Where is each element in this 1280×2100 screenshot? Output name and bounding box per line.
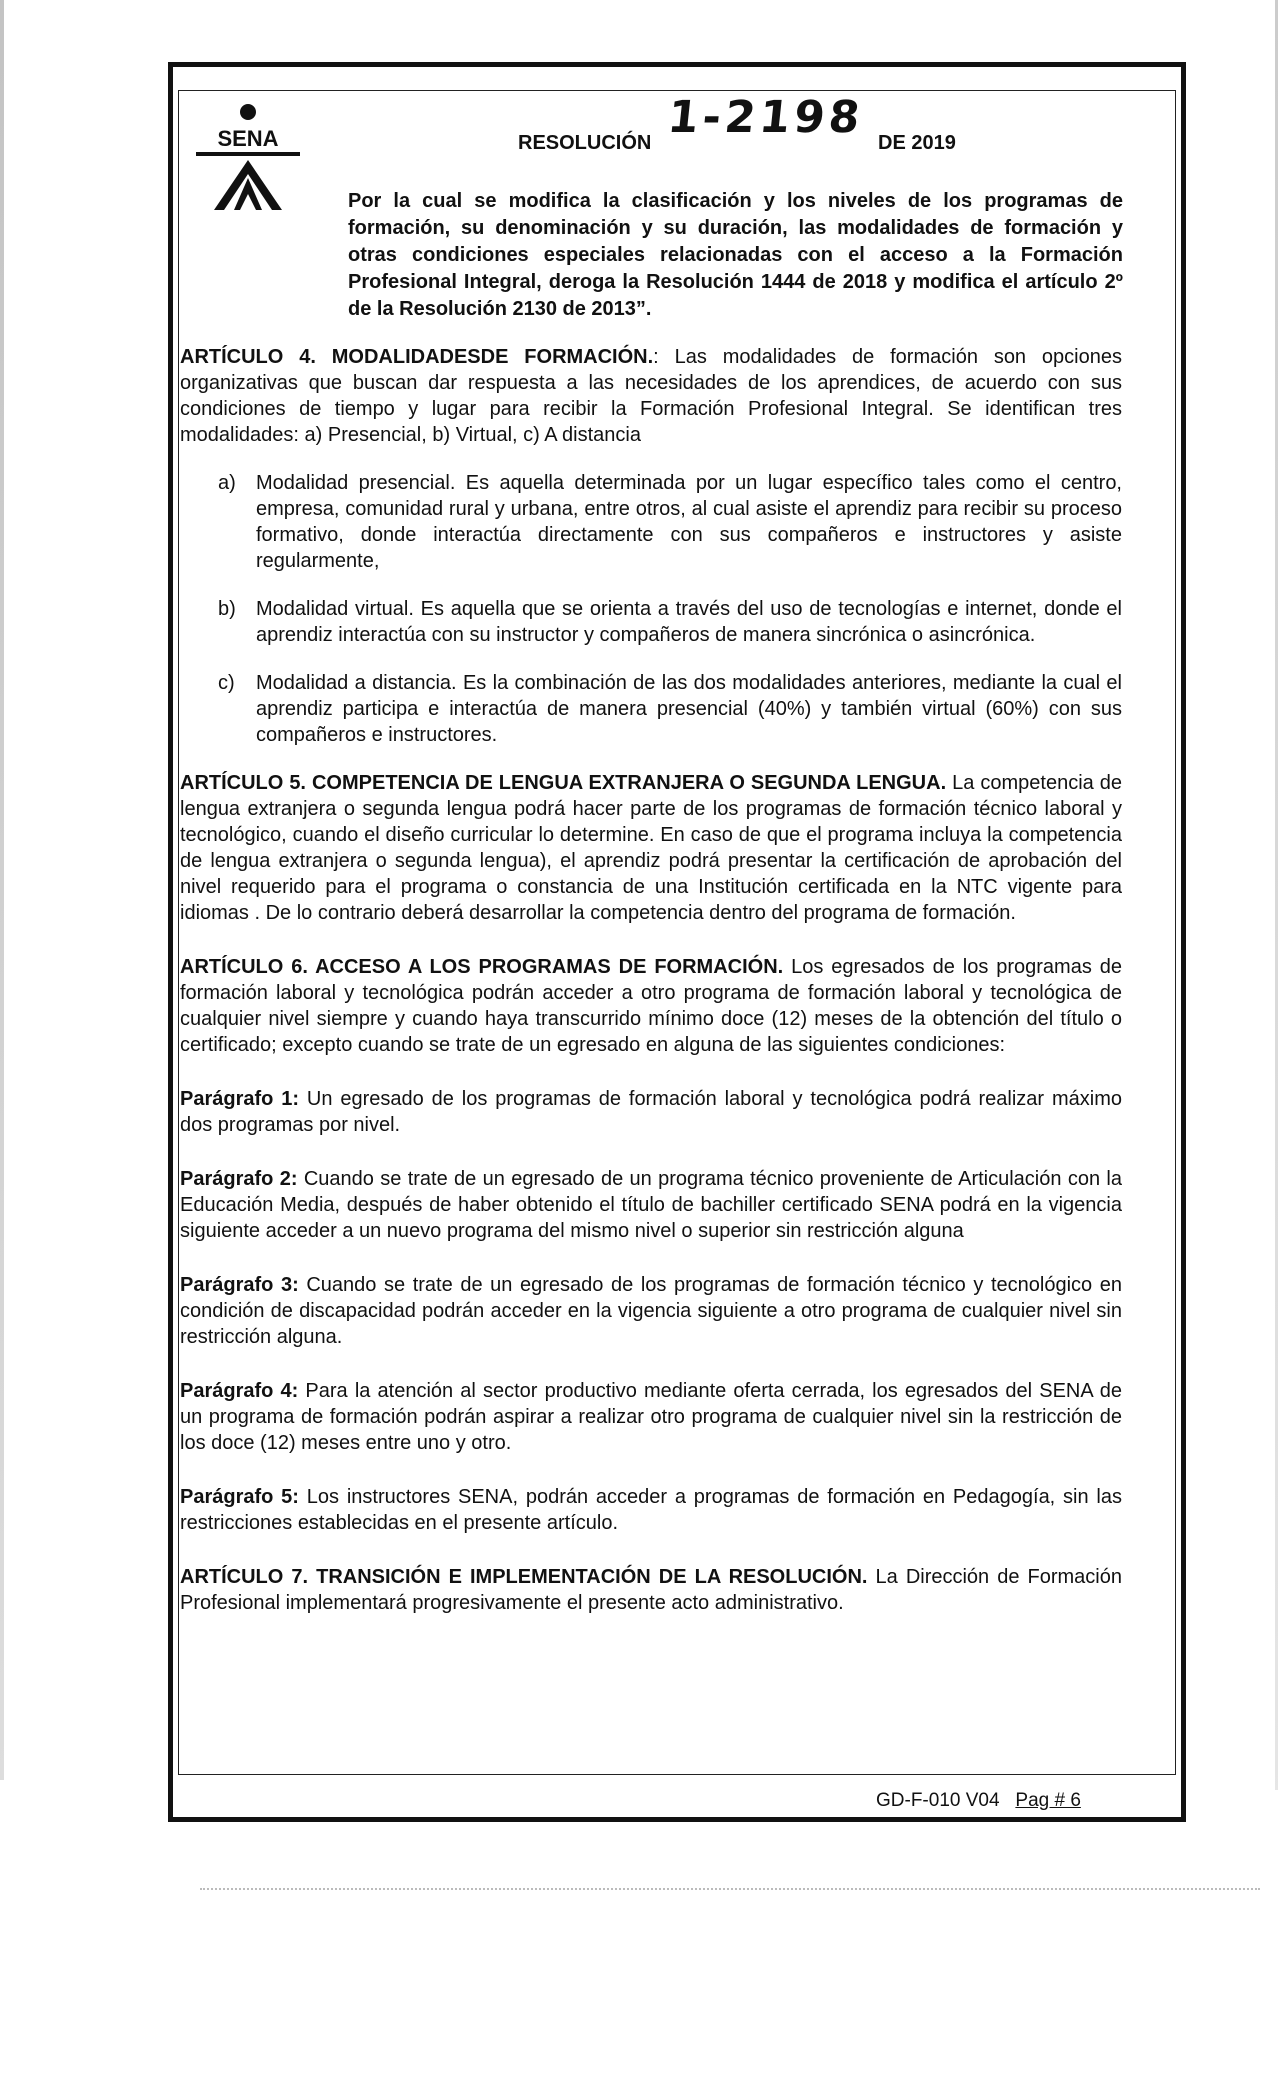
list-item-text: Modalidad presencial. Es aquella determinada por un lugar específico tales como el centro, empresa, comunidad rural y urbana, entre otros, al cual asiste el aprendiz para recibir su proceso formativo, donde interactúa directamente con sus compañeros e instructores y asiste regularmente, bbox=[256, 472, 1122, 572]
paragrafo-5 bbox=[180, 1484, 1122, 1536]
article-6-text: Los egresados de los programas de formación laboral y tecnológica podrán acceder a otro programa de formación laboral y tecnológica de cualquier nivel siempre y cuando haya transcurrido mínimo doce (12) meses de la obtención del título o certificado; excepto cuando se trate de un egresado en alguna de las siguientes condiciones: bbox=[180, 956, 1122, 1056]
list-marker: c) bbox=[218, 672, 235, 694]
list-item-text: Modalidad a distancia. Es la combinación de las dos modalidades anteriores, mediante la cual el aprendiz participa e interactúa de manera presencial (40%) y también virtual (60%) con sus compañeros e instructores. bbox=[256, 672, 1122, 746]
article-5 bbox=[180, 770, 1122, 926]
form-code: GD-F-010 V04 bbox=[876, 1790, 1000, 1811]
scan-edge-left bbox=[0, 0, 4, 1780]
article-4-text: : Las modalidades de formación son opciones organizativas que buscan dar respuesta a las necesidades de los aprendices, de acuerdo con sus condiciones de tiempo y lugar para recibir la Formación Profesional Integral. Se identifican tres modalidades: a) Presencial, b) Virtual, c) A distancia bbox=[180, 346, 1122, 446]
scan-artifact-line bbox=[200, 1888, 1260, 1892]
paragrafo-text: Cuando se trate de un egresado de los programas de formación técnico y tecnológico en condición de discapacidad podrán acceder en la vigencia siguiente a otro programa de cualquier nivel sin restricción alguna. bbox=[180, 1274, 1122, 1348]
logo-wordmark: SENA bbox=[217, 126, 279, 151]
article-5-text: La competencia de lengua extranjera o segunda lengua podrá hacer parte de los programas de formación técnico laboral y tecnológico, cuando el diseño curricular lo determine. En caso de que el programa incluya la competencia de lengua extranjera o segunda lengua), el aprendiz podrá presentar la certificación de aprobación del nivel requerido para el programa o constancia de una Institución certificada en la NTC vigente para idiomas . De lo contrario deberá desarrollar la competencia dentro del programa de formación. bbox=[180, 772, 1123, 924]
paragrafo-label: Parágrafo 2: bbox=[180, 1168, 298, 1190]
page-number: Pag # 6 bbox=[1015, 1790, 1081, 1811]
paragrafo-2 bbox=[180, 1166, 1122, 1244]
document-body bbox=[180, 344, 1122, 1644]
sena-logo bbox=[188, 98, 308, 218]
paragrafo-label: Parágrafo 1: bbox=[180, 1088, 300, 1110]
paragrafo-label: Parágrafo 4: bbox=[180, 1380, 299, 1402]
article-6 bbox=[180, 954, 1122, 1058]
list-item-text: Modalidad virtual. Es aquella que se orienta a través del uso de tecnologías e internet, donde el aprendiz interactúa con su instructor y compañeros de manera sincrónica o asincrónica. bbox=[256, 598, 1122, 646]
paragrafo-3 bbox=[180, 1272, 1122, 1350]
paragrafo-4 bbox=[180, 1378, 1122, 1456]
article-4 bbox=[180, 344, 1122, 448]
list-item bbox=[180, 670, 1122, 748]
article-4-heading: ARTÍCULO 4. MODALIDADESDE FORMACIÓN. bbox=[180, 346, 654, 368]
resolution-label: RESOLUCIÓN bbox=[518, 132, 652, 154]
paragrafo-label: Parágrafo 5: bbox=[180, 1486, 299, 1508]
paragrafo-text: Para la atención al sector productivo mediante oferta cerrada, los egresados del SENA de un programa de formación podrán aspirar a realizar otro programa de cualquier nivel sin la restricción de los doce (12) meses entre uno y otro. bbox=[180, 1380, 1122, 1454]
article-7-text: La Dirección de Formación Profesional implementará progresivamente el presente acto administrativo. bbox=[180, 1566, 1122, 1614]
paragrafo-1 bbox=[180, 1086, 1122, 1138]
list-item bbox=[180, 470, 1122, 574]
paragrafo-text: Cuando se trate de un egresado de un programa técnico proveniente de Articulación con la Educación Media, después de haber obtenido el título de bachiller certificado SENA podrá en la vigencia siguiente acceder a un nuevo programa del mismo nivel o superior sin restricción alguna bbox=[180, 1168, 1122, 1242]
paragrafo-text: Un egresado de los programas de formación laboral y tecnológica podrá realizar máximo dos programas por nivel. bbox=[180, 1088, 1122, 1136]
scan-edge-right bbox=[1275, 0, 1278, 1790]
paragrafo-text: Los instructores SENA, podrán acceder a programas de formación en Pedagogía, sin las restricciones establecidas en el presente artículo. bbox=[180, 1486, 1122, 1534]
footer-code bbox=[876, 1790, 1081, 1812]
resolution-subject: Por la cual se modifica la clasificación y los niveles de los programas de formación, su denominación y su duración, las modalidades de formación y otras condiciones especiales relacionadas con el acceso a la Formación Profesional Integral, deroga la Resolución 1444 de 2018 y modifica el artículo 2º de la Resolución 2130 de 2013”. bbox=[348, 190, 1123, 320]
list-marker: b) bbox=[218, 598, 236, 620]
paragrafo-label: Parágrafo 3: bbox=[180, 1274, 299, 1296]
resolution-number: 1-2198 bbox=[665, 92, 867, 143]
list-marker: a) bbox=[218, 472, 236, 494]
article-7 bbox=[180, 1564, 1122, 1616]
article-6-heading: ARTÍCULO 6. ACCESO A LOS PROGRAMAS DE FORMACIÓN. bbox=[180, 956, 784, 978]
modalities-list bbox=[180, 470, 1122, 748]
article-7-heading: ARTÍCULO 7. TRANSICIÓN E IMPLEMENTACIÓN DE LA RESOLUCIÓN. bbox=[180, 1566, 868, 1588]
article-5-heading: ARTÍCULO 5. COMPETENCIA DE LENGUA EXTRANJERA O SEGUNDA LENGUA. bbox=[180, 772, 947, 794]
list-item bbox=[180, 596, 1122, 648]
resolution-year: DE 2019 bbox=[878, 132, 956, 154]
